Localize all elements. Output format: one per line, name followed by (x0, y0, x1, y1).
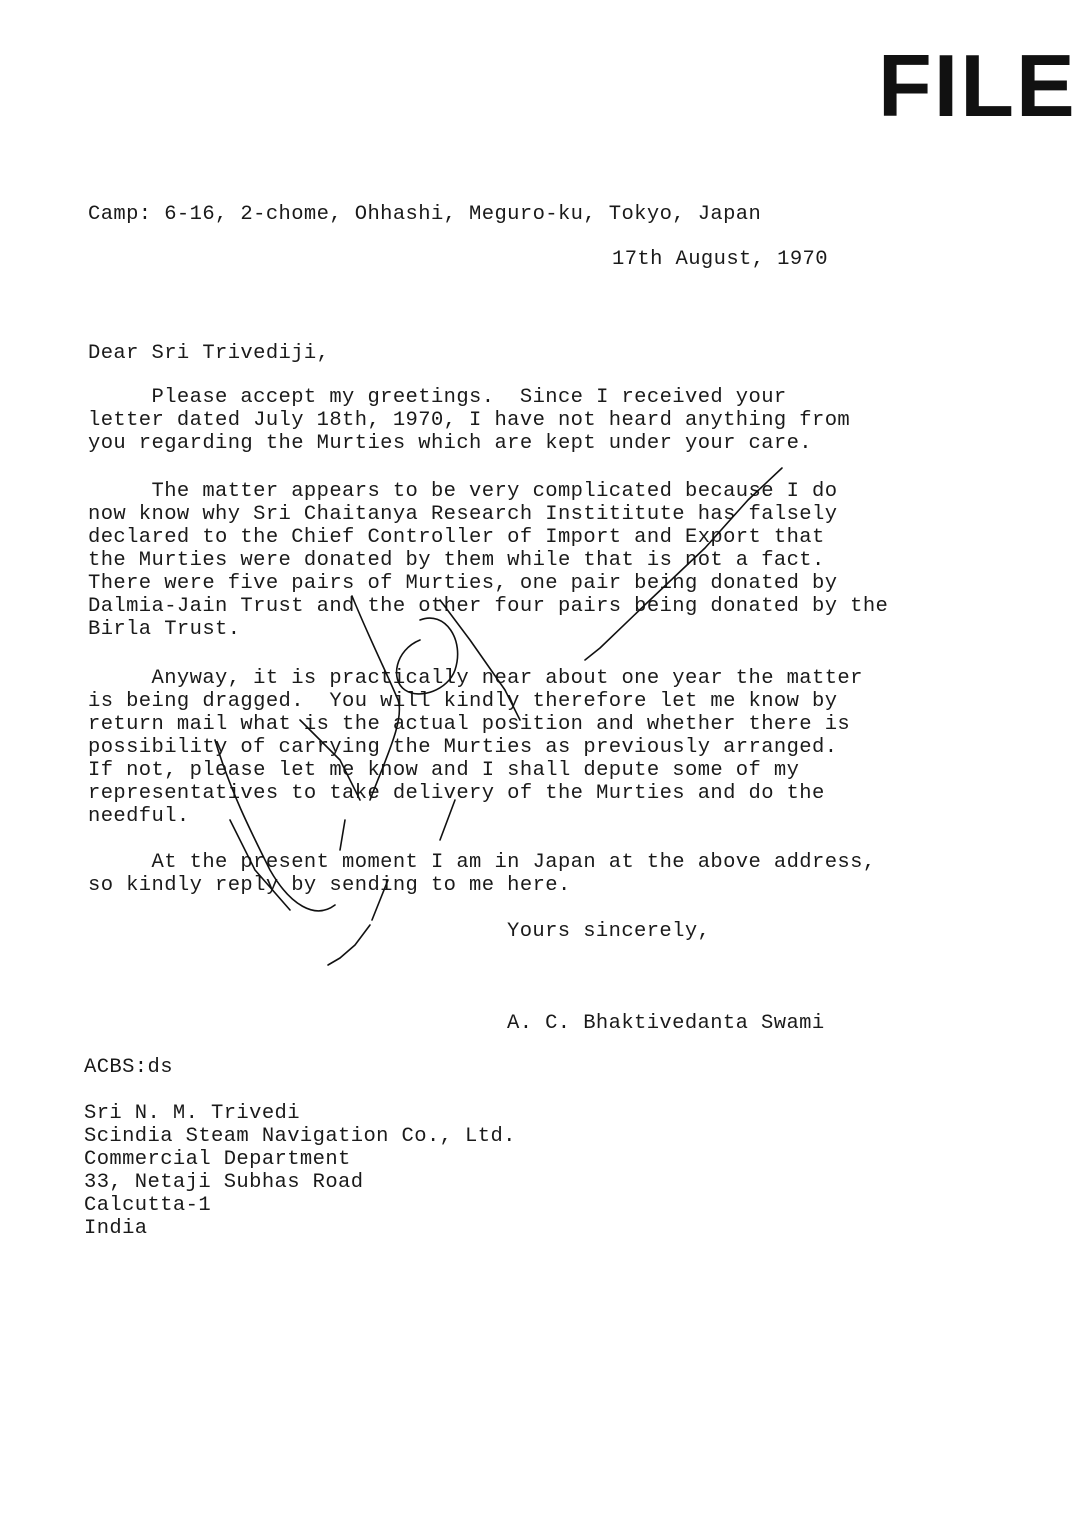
text-line: declared to the Chief Controller of Import and Export that (88, 526, 825, 549)
text-line: Anyway, it is practically near about one year the matter (88, 667, 863, 690)
salutation: Dear Sri Trivediji, (88, 342, 330, 365)
paragraph-1 (88, 386, 988, 455)
text-line: the Murties were donated by them while that is not a fact. (88, 549, 825, 572)
text-line: needful. (88, 805, 190, 828)
address-line: 33, Netaji Subhas Road (84, 1171, 364, 1194)
paragraph-3 (88, 667, 988, 828)
text-line: Birla Trust. (88, 618, 241, 641)
text-line: letter dated July 18th, 1970, I have not heard anything from (88, 409, 851, 432)
text-line: Please accept my greetings. Since I received your (88, 386, 787, 409)
address-line: Commercial Department (84, 1148, 351, 1171)
address-line: India (84, 1217, 148, 1240)
text-line: so kindly reply by sending to me here. (88, 874, 571, 897)
text-line: return mail what is the actual position and whether there is (88, 713, 851, 736)
reference-initials: ACBS:ds (84, 1056, 173, 1079)
address-line: Sri N. M. Trivedi (84, 1102, 300, 1125)
text-line: is being dragged. You will kindly therefore let me know by (88, 690, 838, 713)
address-line: Calcutta-1 (84, 1194, 212, 1217)
text-line: The matter appears to be very complicated because I do (88, 480, 838, 503)
text-line: At the present moment I am in Japan at the above address, (88, 851, 876, 874)
paragraph-4 (88, 851, 988, 897)
text-line: possibility of carrying the Murties as previously arranged. (88, 736, 838, 759)
text-line: If not, please let me know and I shall depute some of my (88, 759, 800, 782)
text-line: There were five pairs of Murties, one pair being donated by (88, 572, 838, 595)
paragraph-2 (88, 480, 988, 641)
text-line: representatives to take delivery of the Murties and do the (88, 782, 825, 805)
text-line: you regarding the Murties which are kept under your care. (88, 432, 813, 455)
camp-address: Camp: 6-16, 2-chome, Ohhashi, Meguro-ku, Tokyo, Japan (88, 203, 762, 226)
text-line: now know why Sri Chaitanya Research Instititute has falsely (88, 503, 838, 526)
text-line: Dalmia-Jain Trust and the other four pairs being donated by the (88, 595, 889, 618)
sender-name: A. C. Bhaktivedanta Swami (507, 1012, 825, 1035)
recipient-address (84, 1102, 984, 1240)
address-line: Scindia Steam Navigation Co., Ltd. (84, 1125, 516, 1148)
file-stamp: FILE (878, 36, 1077, 135)
letter-date: 17th August, 1970 (612, 248, 828, 271)
closing: Yours sincerely, (507, 920, 711, 943)
